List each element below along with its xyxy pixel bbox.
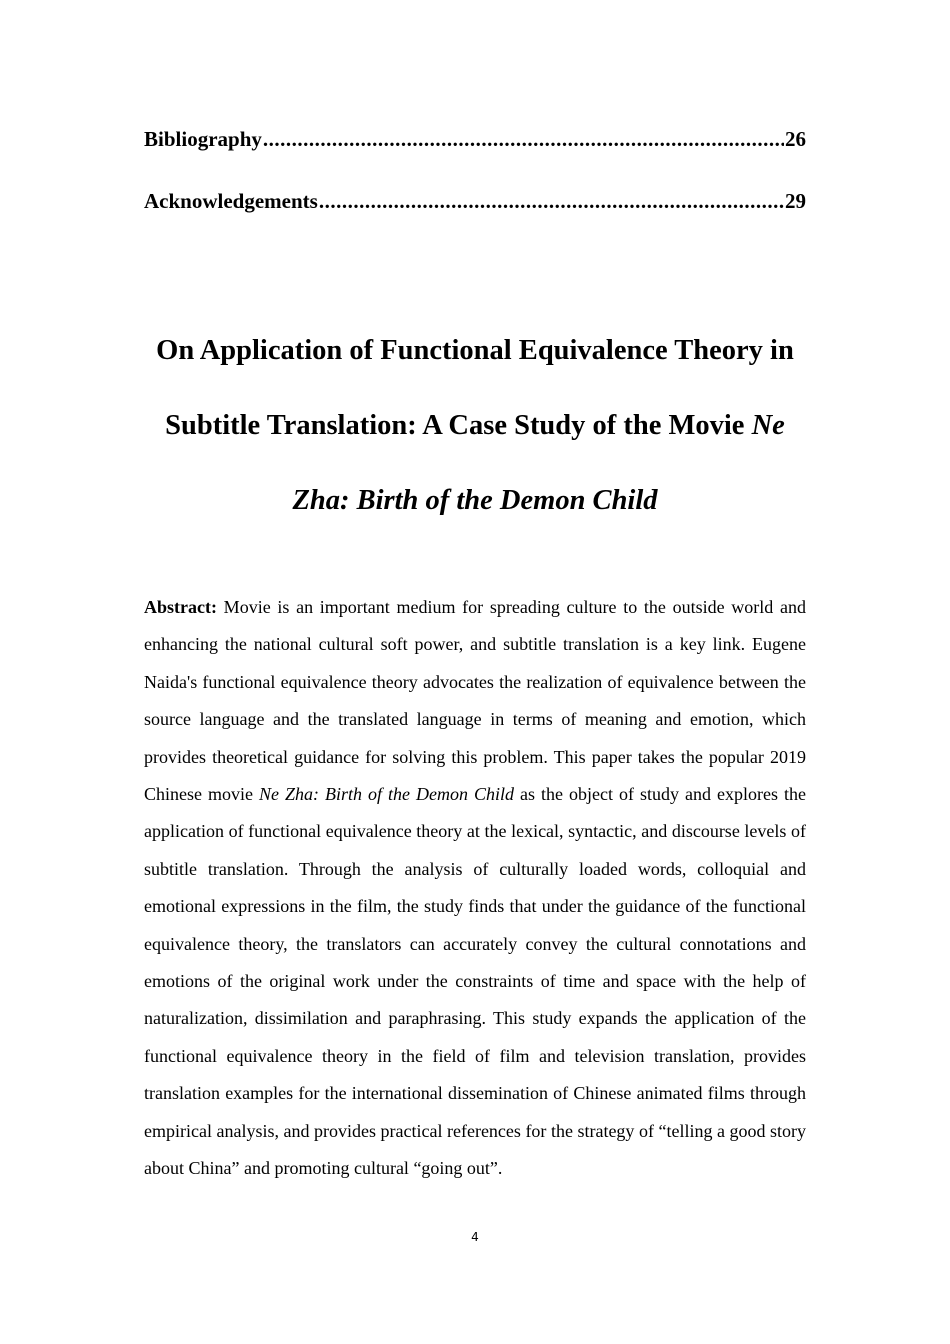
- title-line-1: On Application of Functional Equivalence Theory in: [156, 335, 794, 366]
- paper-title: [144, 313, 806, 538]
- table-of-contents: [144, 127, 806, 251]
- abstract-movie-title: Ne Zha: Birth of the Demon Child: [259, 784, 515, 805]
- toc-entry-bibliography[interactable]: [144, 127, 806, 189]
- title-line-3-italic: Zha: Birth of the Demon Child: [292, 485, 658, 516]
- title-line-2-italic: Ne: [751, 410, 785, 441]
- title-line-3: [144, 463, 806, 538]
- toc-label: Bibliography: [144, 127, 262, 151]
- toc-page-number: 26: [785, 127, 806, 151]
- abstract: [144, 589, 806, 1188]
- title-line-2: [144, 388, 806, 463]
- abstract-text-1: Movie is an important medium for spreading culture to the outside world and enhancing the national cultural soft power, and subtitle translation is a key link. Eugene Naida's functional equivalence theory advocates the realization of equivalence between the source language and the translated language in terms of meaning and emotion, which provides theoretical guidance for solving this problem. This paper takes the popular 2019 Chinese movie: [144, 597, 806, 805]
- toc-page-number: 29: [785, 189, 806, 213]
- toc-leader-dots: [263, 127, 784, 151]
- abstract-text-2: as the object of study and explores the application of functional equivalence theory at the lexical, syntactic, and discourse levels of subtitle translation. Through the analysis of culturally loaded words, colloquial and emotional expressions in the film, the study finds that under the guidance of the functional equivalence theory, the translators can accurately convey the cultural connotations and emotions of the original work under the constraints of time and space with the help of naturalization, dissimilation and paraphrasing. This study expands the application of the functional equivalence theory in the field of film and television translation, provides translation examples for the international dissemination of Chinese animated films through empirical analysis, and provides practical references for the strategy of “telling a good story about China” and promoting cultural “going out”.: [144, 784, 806, 1179]
- toc-leader-dots: [319, 189, 784, 213]
- toc-entry-acknowledgements[interactable]: [144, 189, 806, 251]
- toc-label: Acknowledgements: [144, 189, 318, 213]
- title-line-2-text: Subtitle Translation: A Case Study of the Movie: [165, 410, 752, 441]
- page-number: 4: [471, 1230, 479, 1244]
- abstract-label: Abstract:: [144, 597, 217, 617]
